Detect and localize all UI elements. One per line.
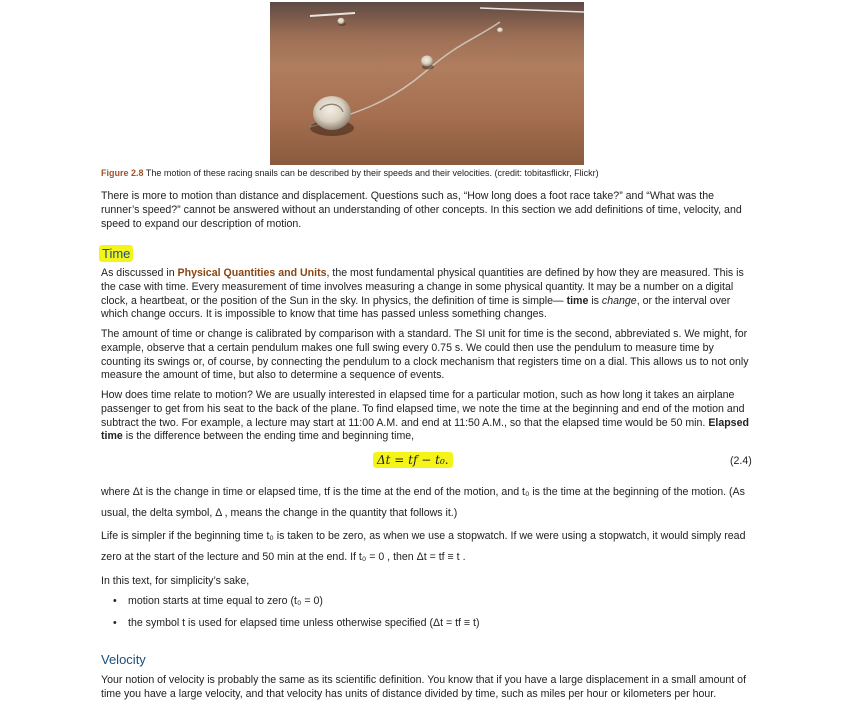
section-heading-velocity: Velocity xyxy=(101,652,146,667)
time-p1-start: As discussed in xyxy=(101,267,178,279)
list-item xyxy=(113,595,323,607)
elapsed-time-term: Elapsed time xyxy=(101,416,749,443)
simplicity-intro: In this text, for simplicity’s sake, xyxy=(101,575,250,587)
list-item xyxy=(113,617,480,629)
intro-paragraph: There is more to motion than distance and displacement. Questions such as, “How long does a foot race take?” and “What was the runner’s speed?” cannot be answered without an understanding of other concepts. In this section we add definitions of time, velocity, and speed to expand our description of motion. xyxy=(101,190,742,230)
time-p3-start: How does time relate to motion? We are usually interested in elapsed time for a particular motion, such as how long it takes an airplane passenger to get from his seat to the back of the plane. To find elapsed time, we note the time at the beginning and end of the motion and subtract the two. For example, a lecture may start at 11:00 A.M. and end at 11:50 A.M., so that the elapsed time would be 50 min. xyxy=(101,389,745,429)
bullet-icon: • xyxy=(113,595,117,607)
time-p1-end: , or the interval over which change occurs. It is impossible to know that time has passed unless something changes. xyxy=(101,294,731,321)
physical-quantities-link[interactable]: Physical Quantities and Units xyxy=(177,267,327,279)
figure-label: Figure 2.8 xyxy=(101,168,144,178)
bullet-text: the symbol t is used for elapsed time unless otherwise specified (Δt = tf ≡ t) xyxy=(128,617,480,629)
figure-caption-text: The motion of these racing snails can be described by their speeds and their velocities. (credit: tobitasflickr, Flickr) xyxy=(143,168,599,178)
time-paragraph-2: The amount of time or change is calibrated by comparison with a standard. The SI unit for time is the second, abbreviated s. We might, for example, observe that a certain pendulum makes one full swing every 0.75 s. We could then use the pendulum to measure time by counting its swings or, of course, by connecting the pendulum to a clock mechanism that registers time on a dial. This allows us to not only measure the amount of time, but also to determine a sequence of events. xyxy=(101,328,749,382)
where-paragraph: where Δt is the change in time or elapsed time, tf is the time at the end of the motion, and t₀ is the time at the beginning of the motion. (As usual, the delta symbol, Δ , means the change in the quantity that follows it.) xyxy=(101,486,745,519)
figure-caption xyxy=(101,168,801,178)
bullet-text: motion starts at time equal to zero (t₀ = 0) xyxy=(128,595,323,607)
time-p3-end: is the difference between the ending time and beginning time, xyxy=(122,430,415,443)
snail-photo xyxy=(270,2,584,165)
time-paragraph-1 xyxy=(101,267,753,322)
equation-number: (2.4) xyxy=(730,455,752,467)
velocity-paragraph: Your notion of velocity is probably the same as its scientific definition. You know that if you have a large displacement in a small amount of time you have a large velocity, and that velocity has units of distance divided by time, such as miles per hour or kilometers per hour. xyxy=(101,674,747,700)
time-p1-mid: , the most fundamental physical quantities are defined by how they are measured. This is the case with time. Every measurement of time involves measuring a change in some physical quantity. It may be a number on a digital clock, a heartbeat, or the position of the Sun in the sky. In physics, the definition of time is simple— xyxy=(101,267,744,307)
simpler-paragraph: Life is simpler if the beginning time t₀ is taken to be zero, as when we use a stopwatch. If we were using a stopwatch, it would simply read zero at the start of the lecture and 50 min at the end. If t₀ = 0 , then Δt = tf ≡ t . xyxy=(101,530,746,563)
time-paragraph-3 xyxy=(101,389,753,444)
equation-elapsed-time: Δt = tf − t₀. xyxy=(373,452,453,468)
section-heading-time: Time xyxy=(99,245,133,262)
time-p1-is: is xyxy=(588,294,602,307)
bullet-icon: • xyxy=(113,617,117,629)
change-italic-term: change xyxy=(601,294,637,307)
time-bold-term: time xyxy=(566,294,589,307)
